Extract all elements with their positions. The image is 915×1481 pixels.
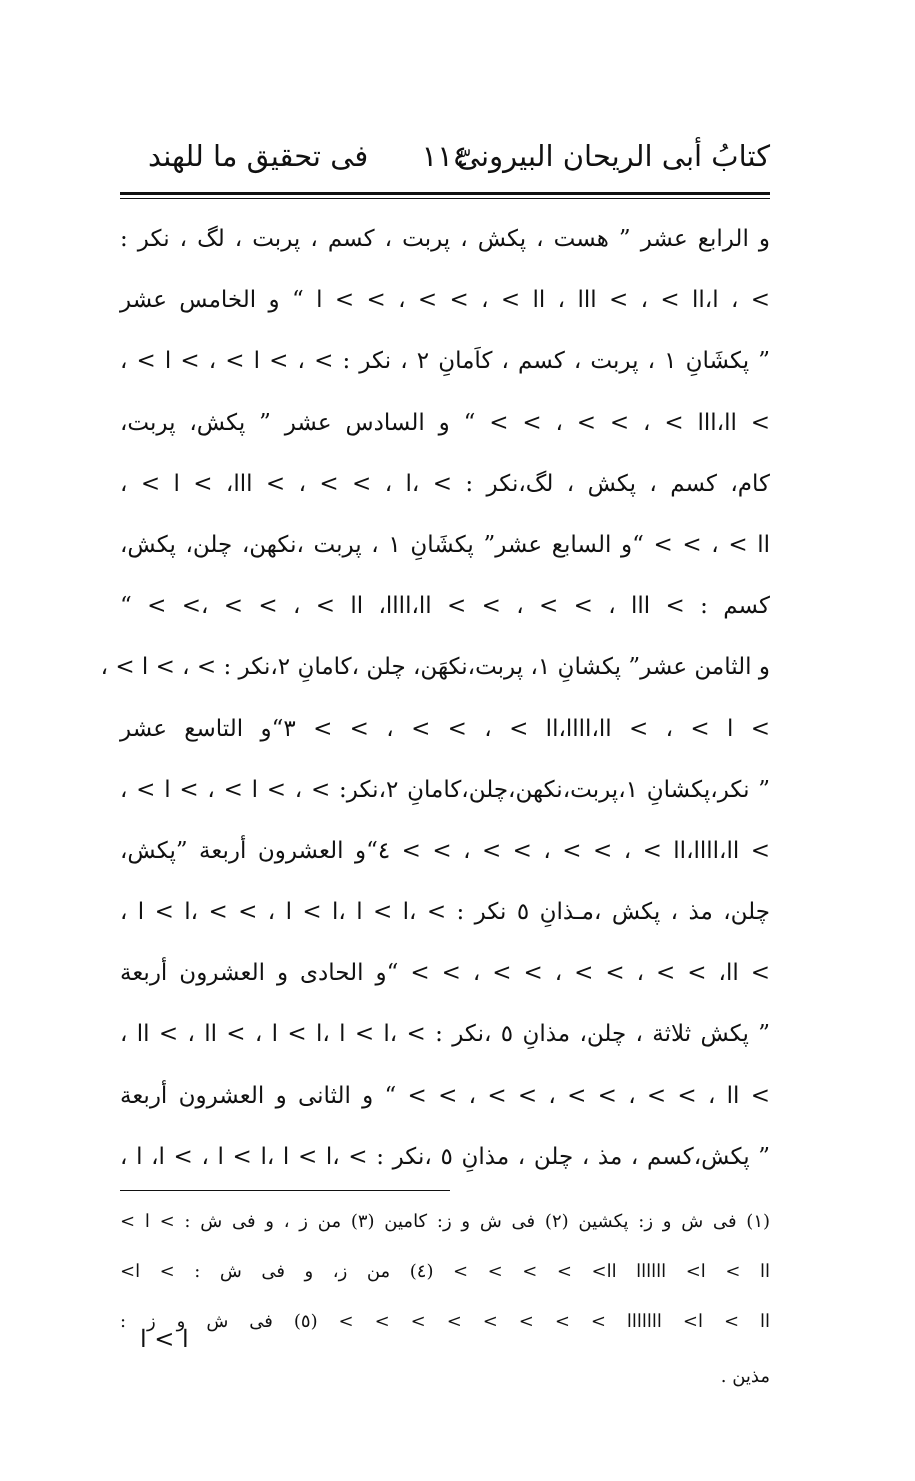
body-line: ” پكشَانِ ١ ، پربت ، كسم ، كاَمانِ ٢ ، نكر : > ، > ا > ، > ا > ،	[120, 348, 771, 375]
body-line: و الثامن عشر” پكشانِ ١، پربت،نكهَن، چلن ،كامانِ ٢،نكر : > ، > ا > ،	[100, 654, 770, 681]
footnotes	[120, 1197, 770, 1407]
page-number: ١١٤	[421, 139, 469, 173]
body-text	[100, 209, 771, 1188]
footnote-line: (١) فى ش و ز: پكشين (٢) فى ش و ز: كامين (٣) من ز ، و فى ش : > ا >	[120, 1211, 771, 1232]
header-rule-thick	[120, 192, 770, 195]
book-subtitle: فى تحقيق ما للهند	[148, 139, 369, 173]
body-line: چلن، مذ ، پكش ،مـذانِ ٥ نكر : > ،ا > ا ،ا > ا ، > > ،ا > ا ،	[120, 899, 770, 926]
body-line: و الرابع عشر ” هست ، پكش ، پربت ، كسم ، پربت ، لگ ، نكر :	[120, 226, 770, 252]
body-line: كسم : > ااا ، > > ، > > اا،اااا، اا > ، > > ،> > “	[120, 593, 770, 620]
header-rule-thin	[120, 198, 770, 199]
body-line: ” نكر،پكشانِ ١،پربت،نكهن،چلن،كامانِ ٢،نكر: > ، > ا > ، > ا > ،	[120, 776, 771, 803]
footnote-rule	[120, 1190, 450, 1191]
body-line: > ا > ، > اا،اااا،اا > ، > > ، > > ٣“و التاسع عشر	[120, 715, 771, 742]
footnote-line: مذين .	[720, 1366, 770, 1387]
footnote-line: اا > ا> ااااااا > > > > > > > > (٥) فى ش و ز :	[120, 1311, 770, 1332]
body-line: ” پكش،كسم ، مذ ، چلن ، مذانِ ٥ ،نكر : > ،ا > ا ،ا > ا ، > ا، ا ،	[120, 1143, 770, 1170]
body-line: > اا، > > ، > > ، > > ، > > “و الحادى و العشرون أربعة	[120, 960, 770, 987]
running-head	[120, 130, 770, 182]
body-line: > اا،اااا،اا > ، > > ، > > ، > > ٤“و العشرون أربعة ”پكش،	[120, 837, 770, 864]
body-line: > اا ، > > ، > > ، > > ، > > “ و الثانى و العشرون أربعة	[120, 1082, 770, 1109]
body-line: كام، كسم ، پكش ، لگ،نكر : > ،ا ، > > ، > ااا، > ا > ،	[120, 470, 770, 497]
body-line: > ، ا،اا > ، > ااا ، اا > ، > > ، > > ا “ و الخامس عشر	[120, 287, 770, 314]
footnote-line: اا > ا> اااااا اا> > > > > (٤) من ز، و فى ش : > ا>	[120, 1261, 770, 1282]
body-line: اا > ، > > “و السابع عشر” پكشَانِ ١ ، پربت ،نكهن، چلن، پكش،	[120, 531, 770, 558]
page	[100, 130, 771, 1407]
book-title: كتابُ أبى الريحان البيرونىّ	[456, 139, 770, 173]
signature-mark: ا > ا	[140, 1325, 189, 1353]
body-line: ” پكش ثلاثة ، چلن، مذانِ ٥ ،نكر : > ،ا > ا ،ا > ا ، > اا ، > اا ،	[120, 1021, 770, 1048]
body-line: > اا،ااا > ، > > ، > > “ و السادس عشر ” پكش، پربت،	[120, 409, 770, 436]
